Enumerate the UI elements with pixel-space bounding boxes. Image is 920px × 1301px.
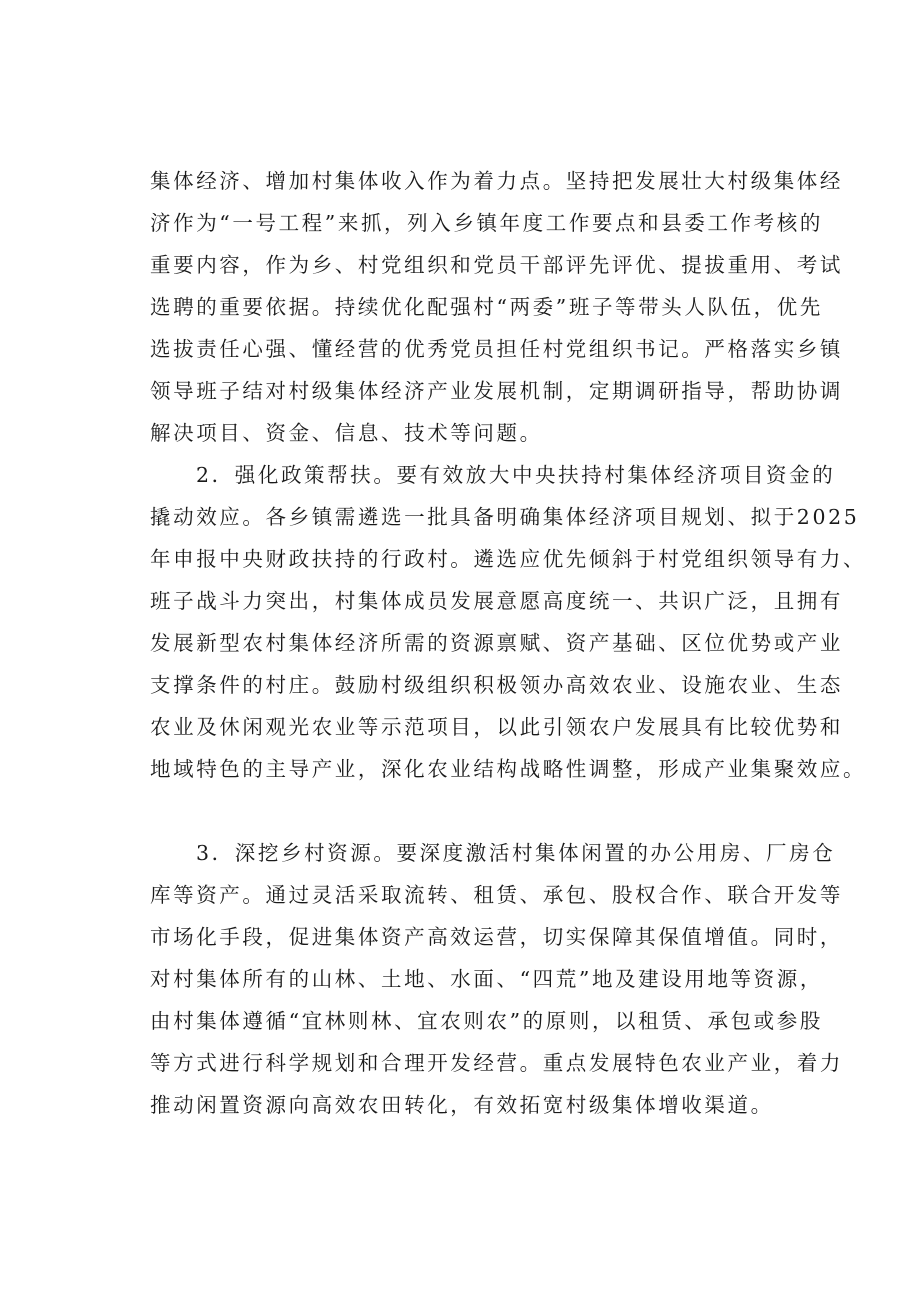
text-line: 由村集体遵循“宜林则林、宜农则农”的原则，以租赁、承包或参股: [150, 1009, 823, 1033]
text-line: 领导班子结对村级集体经济产业发展机制，定期调研指导，帮助协调: [150, 379, 843, 403]
text-line: [150, 790, 790, 832]
text-line: 班子战斗力突出，村集体成员发展意愿高度统一、共识广泛，且拥有: [150, 589, 843, 613]
text-line: 对村集体所有的山林、土地、水面、“四荒”地及建设用地等资源，: [150, 967, 823, 991]
text-line: 集体经济、增加村集体收入作为着力点。坚持把发展壮大村级集体经: [150, 169, 843, 193]
text-line: 年申报中央财政扶持的行政村。遴选应优先倾斜于村党组织领导有力、: [150, 547, 867, 571]
text-line: 济作为“一号工程”来抓，列入乡镇年度工作要点和县委工作考核的: [150, 211, 823, 235]
paragraph-2: [150, 454, 867, 832]
text-line: 农业及休闲观光农业等示范项目，以此引领农户发展具有比较优势和: [150, 715, 843, 739]
text-line: 支撑条件的村庄。鼓励村级组织积极领办高效农业、设施农业、生态: [150, 673, 843, 697]
text-line: 市场化手段，促进集体资产高效运营，切实保障其保值增值。同时，: [150, 925, 843, 949]
paragraph-1: [150, 160, 843, 454]
paragraph-3: [150, 832, 843, 1126]
text-line: 地域特色的主导产业，深化农业结构战略性调整，形成产业集聚效应。: [150, 757, 867, 781]
text-line: 等方式进行科学规划和合理开发经营。重点发展特色农业产业，着力: [150, 1051, 843, 1075]
text-line: 解决项目、资金、信息、技术等问题。: [150, 421, 543, 445]
text-line: 库等资产。通过灵活采取流转、租赁、承包、股权合作、联合开发等: [150, 883, 843, 907]
text-line: 3．深挖乡村资源。要深度激活村集体闲置的办公用房、厂房仓: [196, 841, 836, 865]
text-line: 选聘的重要依据。持续优化配强村“两委”班子等带头人队伍，优先: [150, 295, 823, 319]
text-line: 2．强化政策帮扶。要有效放大中央扶持村集体经济项目资金的: [196, 463, 836, 487]
text-line: 发展新型农村集体经济所需的资源禀赋、资产基础、区位优势或产业: [150, 631, 843, 655]
document-body: [150, 160, 867, 1126]
text-line: 推动闲置资源向高效农田转化，有效拓宽村级集体增收渠道。: [150, 1093, 774, 1117]
text-line: 重要内容，作为乡、村党组织和党员干部评先评优、提拔重用、考试: [150, 253, 843, 277]
text-line: 撬动效应。各乡镇需遴选一批具备明确集体经济项目规划、拟于2025: [150, 505, 860, 529]
text-line: 选拔责任心强、懂经营的优秀党员担任村党组织书记。严格落实乡镇: [150, 337, 843, 361]
